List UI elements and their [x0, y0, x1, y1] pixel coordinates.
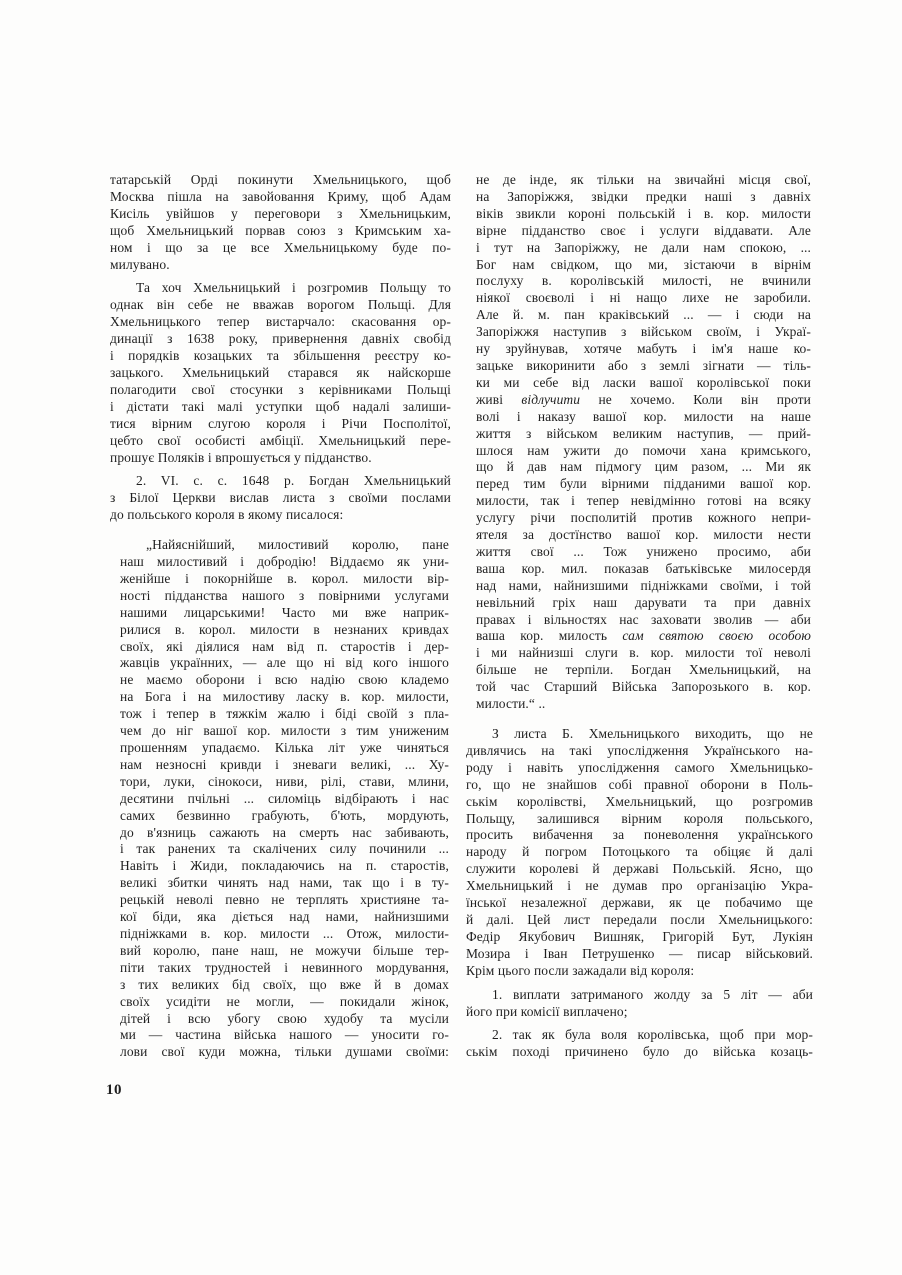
text-segment: ми — частина війська нашого — уносити го- [120, 1027, 449, 1043]
text-segment: з Білої Церкви вислав листа з своїми послами [110, 490, 451, 506]
text-line [110, 433, 451, 450]
text-line [120, 757, 449, 774]
text-segment: женійше і покорнійше в. корол. милости вір- [120, 570, 449, 586]
text-line [476, 257, 811, 274]
text-segment: динації з 1638 року, привернення давніх свобід [110, 331, 451, 347]
text-line [476, 595, 811, 612]
page-number: 10 [106, 1082, 122, 1098]
text-segment: Москва пішла на завойовання Криму, щоб Адам [110, 188, 451, 204]
text-line [120, 841, 449, 858]
letter-quote-block [476, 172, 811, 713]
text-segment: ськім поході причинено було до війська козаць- [466, 1044, 813, 1060]
text-line [120, 639, 449, 656]
text-line [110, 416, 451, 433]
text-segment: підніжками в. кор. милости ... Отож, милости- [120, 925, 449, 941]
text-segment: милувано. [110, 256, 170, 272]
text-segment: тися вірним слугою короля і Річи Посполітої, [110, 415, 451, 431]
text-line [110, 172, 451, 189]
text-line [120, 892, 449, 909]
text-line [120, 655, 449, 672]
text-line [110, 450, 451, 467]
text-line [476, 527, 811, 544]
text-line [476, 696, 811, 713]
text-line [120, 537, 449, 554]
text-segment: просить вибачення за поневолення українського [466, 827, 813, 843]
text-segment: своїх усидіти не могли, — покидали жінок, [120, 993, 449, 1009]
text-segment: його при комісії виплачено; [466, 1003, 628, 1019]
text-line [476, 459, 811, 476]
text-segment: не де інде, як тільки на звичайні місця свої, [476, 172, 811, 187]
text-line [120, 943, 449, 960]
text-segment: піти таких трудностей і невинного мордування, [120, 959, 449, 975]
text-line [120, 605, 449, 622]
text-segment: і дістати такі малі уступки щоб надалі залиши- [110, 398, 451, 414]
text-line [476, 645, 811, 662]
text-line [476, 679, 811, 696]
text-segment: ваша кор. мил. показав батьківське милосердя [476, 560, 811, 576]
text-segment: над нами, найнизшими підніжками своїми, і той [476, 577, 811, 593]
text-segment: ваша кор. милость [476, 628, 623, 644]
text-segment: Хмельницького тепер вистарчало: скасовання ор- [110, 314, 451, 330]
text-segment: й далі. Цей лист передали посли Хмельницького: [466, 911, 813, 927]
italic-text: відлучити [521, 391, 581, 407]
text-segment: до польського короля в якому писалося: [110, 507, 344, 523]
text-line [110, 382, 451, 399]
text-line [476, 510, 811, 527]
text-segment: Мозира і Іван Петрушенко — писар військовий. [466, 945, 813, 961]
text-segment: більше не терпіли. Богдан Хмельницький, на [476, 662, 811, 678]
text-line [476, 375, 811, 392]
text-line [466, 878, 813, 895]
italic-text: сам святою своєю особою [622, 628, 812, 644]
text-line [120, 672, 449, 689]
text-segment: 1. виплати затриманого жолду за 5 літ — аби [492, 986, 813, 1002]
text-line [476, 206, 811, 223]
paragraph [110, 280, 451, 466]
text-line [110, 331, 451, 348]
text-segment: ном і що за це все Хмельницькому буде по- [110, 239, 451, 255]
text-segment: Польщу, залишився вірним короля польського, [466, 810, 813, 826]
text-segment: нашими лицарськими! Часто ми вже наприк- [120, 604, 449, 620]
paragraph [466, 1027, 813, 1061]
text-line [120, 1044, 449, 1061]
text-line [110, 348, 451, 365]
text-segment: рецькій неволі певно не терплять християне та- [120, 892, 449, 908]
text-segment: милости.“ .. [476, 696, 546, 712]
paragraph [110, 172, 451, 273]
text-line [476, 341, 811, 358]
text-line [110, 297, 451, 314]
text-segment: волі і наказу вашої кор. милости на наше [476, 408, 811, 424]
text-segment: „Найяснійший, милостивий королю, пане [146, 537, 449, 553]
text-segment: щоб Хмельницький порвав союз з Кримським ха- [110, 222, 451, 238]
text-segment: З листа Б. Хмельницького виходить, що не [492, 726, 813, 741]
text-segment: шлося нам ужити до помочи хана кримського, [476, 442, 811, 458]
text-segment: рилися в. корол. милости в незнаних кривдах [120, 621, 449, 637]
text-segment: і так ранених та скалічених силу починили ... [120, 841, 449, 857]
text-line [466, 760, 813, 777]
text-line [110, 490, 451, 507]
text-segment: ності підданства нашого з повірними услугами [120, 587, 449, 603]
text-line [120, 1027, 449, 1044]
text-segment: правах і вільностях нас заховати зволив — аби [476, 611, 811, 627]
text-segment: жавців українних, — але що ні від кого іншого [120, 655, 449, 671]
text-segment: десятини пчільні ... силоміць відбірають і нас [120, 790, 449, 806]
text-segment: самих безвинно грабують, б'ють, мордують, [120, 807, 449, 823]
text-segment: роду і навіть упослідження самого Хмельницько- [466, 759, 813, 775]
text-segment: служити королеві й державі Польській. Ясно, що [466, 861, 813, 877]
text-segment: Хмельницький і не думав про організацію Укра- [466, 878, 813, 894]
column-left [110, 172, 451, 1061]
text-line [110, 507, 451, 524]
text-line [120, 706, 449, 723]
text-segment: живі [476, 391, 522, 407]
text-segment: Навіть і Жиди, покладаючись на п. старостів, [120, 858, 449, 874]
text-line [110, 223, 451, 240]
text-line [110, 257, 451, 274]
text-segment: Та хоч Хмельницький і розгромив Польщу то [136, 280, 451, 296]
text-line [466, 827, 813, 844]
text-line [466, 743, 813, 760]
text-line [120, 774, 449, 791]
text-segment: полагодити свої стосунки з керівниками Польщі [110, 381, 451, 397]
text-line [110, 206, 451, 223]
text-segment: ятеля за достїнство вашої кор. милости нести [476, 527, 811, 543]
text-segment: ки ми себе від ласки вашої королівської поки [476, 374, 811, 390]
text-segment: Федір Якубович Вишняк, Григорій Бут, Лукіян [466, 928, 813, 944]
text-line [120, 977, 449, 994]
text-line [476, 240, 811, 257]
text-line [466, 912, 813, 929]
paragraph [466, 987, 813, 1021]
text-segment: що й дав нам підмогу цим разом, ... Ми як [476, 459, 811, 475]
text-line [120, 1011, 449, 1028]
text-segment: Крім цього посли зажадали від короля: [466, 962, 695, 978]
text-line [110, 314, 451, 331]
text-segment: їнської незалежної держави, як це побачимо ще [466, 895, 813, 911]
text-segment: кої біди, яка діється над нами, найнизшими [120, 909, 449, 925]
text-segment: вірне підданство своє і услуги віддавати. Але [476, 222, 811, 238]
text-segment: услугу річи посполитій против кожного непри- [476, 510, 811, 526]
text-segment: цебто свої особисті амбіції. Хмельницький пере- [110, 432, 451, 448]
text-line [110, 365, 451, 382]
text-segment: вий королю, пане наш, не можучи більше тер- [120, 942, 449, 958]
text-line [476, 273, 811, 290]
text-line [466, 963, 813, 980]
text-line [476, 476, 811, 493]
text-segment: Кисіль увійшов у переговори з Хмельницьким, [110, 205, 451, 221]
text-line [120, 825, 449, 842]
text-line [476, 612, 811, 629]
text-line [476, 426, 811, 443]
text-line [476, 443, 811, 460]
text-line [476, 172, 811, 189]
text-segment: до в'язниць сажають на смерть нас забивають, [120, 824, 449, 840]
text-segment: і порядків козацьких та збільшення реєстру ко- [110, 348, 451, 364]
text-line [466, 726, 813, 743]
text-segment: не хочемо. Коли він проти [580, 391, 811, 407]
text-segment: життя свої ... Тож унижено просимо, аби [476, 543, 811, 559]
text-segment: послуху в. королівській милості, не вчинили [476, 273, 811, 289]
text-line [476, 223, 811, 240]
text-segment: віків звикли короні польській і в. кор. милости [476, 205, 811, 221]
text-line [476, 358, 811, 375]
text-segment: ськім королівстві, Хмельницький, що розгромив [466, 793, 813, 809]
text-segment: милости, так і тепер невідмінно готові на всяку [476, 493, 811, 509]
letter-quote-block [120, 537, 449, 1061]
text-line [466, 777, 813, 794]
text-line [476, 662, 811, 679]
text-line [466, 861, 813, 878]
text-line [466, 895, 813, 912]
text-line [476, 307, 811, 324]
text-line [466, 1027, 813, 1044]
column-right [466, 172, 813, 1061]
text-line [476, 561, 811, 578]
text-line [466, 811, 813, 828]
text-line [120, 689, 449, 706]
text-line [110, 399, 451, 416]
text-line [476, 290, 811, 307]
text-line [476, 578, 811, 595]
text-line [120, 875, 449, 892]
text-segment: великі збитки чинять над нами, так що і в ту- [120, 875, 449, 891]
text-line [120, 960, 449, 977]
text-segment: дітей і всю убогу свою худобу та мусіли [120, 1010, 449, 1026]
text-line [120, 723, 449, 740]
text-line [120, 808, 449, 825]
text-line [120, 909, 449, 926]
text-content [110, 172, 813, 1061]
text-segment: нам незносні кривди і зневаги великі, ... Ху- [120, 756, 449, 772]
text-line [120, 858, 449, 875]
text-line [110, 240, 451, 257]
text-segment: і тут на Запоріжжу, не дали нам спокою, ... [476, 239, 811, 255]
text-segment: наш милостивий і добродію! Віддаємо як уни- [120, 554, 449, 570]
text-segment: ніякої своєволі і ні нащо лихе не заробили. [476, 290, 811, 306]
text-segment: невільний гріх наш дарувати та при давніх [476, 594, 811, 610]
text-line [120, 622, 449, 639]
text-line [476, 392, 811, 409]
text-segment: тож і тепер в тяжкім жалю і біді своїй з пла- [120, 706, 449, 722]
text-line [476, 628, 811, 645]
paragraph [466, 726, 813, 980]
text-line [120, 994, 449, 1011]
text-segment: на Бога і на милостиву ласку в. кор. милости, [120, 689, 449, 705]
text-segment: однак він себе не вважав ворогом Польщі. Для [110, 297, 451, 313]
text-line [466, 1004, 813, 1021]
text-line [110, 280, 451, 297]
text-segment: народу й погром Потоцького та обіцяє й далі [466, 844, 813, 860]
text-segment: життя з військом великим наступив, — прий- [476, 425, 811, 441]
text-line [120, 740, 449, 757]
text-segment: 2. VI. с. с. 1648 р. Богдан Хмельницький [136, 473, 451, 489]
text-line [476, 544, 811, 561]
text-segment: татарській Орді покинути Хмельницького, щоб [110, 172, 451, 187]
text-line [476, 493, 811, 510]
text-line [476, 189, 811, 206]
text-line [120, 588, 449, 605]
text-segment: тори, луки, сінокоси, ниви, рілі, стави, млини, [120, 773, 449, 789]
text-segment: зацького. Хмельницький старався як найскорше [110, 364, 451, 380]
text-line [466, 844, 813, 861]
text-segment: своїх, які діялися нам від п. старостів і дер- [120, 638, 449, 654]
text-segment: дивлячись на такі упослідження Українського на- [466, 742, 813, 758]
text-line [110, 473, 451, 490]
text-line [466, 929, 813, 946]
text-segment: Запоріжжя наступив з військом своїм, і Украї- [476, 324, 811, 340]
text-line [466, 946, 813, 963]
text-segment: лови свої куди можна, тільки душами своїми: [120, 1044, 449, 1060]
text-segment: перед тим були вірними підданими вашої кор. [476, 476, 811, 492]
text-segment: прошенням упадаємо. Кілька літ уже чиняться [120, 740, 449, 755]
text-segment: на Запоріжжя, звідки предки наші з давніх [476, 188, 811, 204]
text-line [476, 409, 811, 426]
text-line [466, 1044, 813, 1061]
text-segment: прошує Поляків і впрошується у підданство. [110, 449, 372, 465]
text-segment: і ми найнизші слуги в. кор. милости тої неволі [476, 645, 811, 661]
text-line [120, 571, 449, 588]
text-segment: Бог нам свідком, що ми, зістаючи в вірнім [476, 256, 811, 272]
text-line [466, 987, 813, 1004]
text-line [466, 794, 813, 811]
text-segment: з тих великих бід своїх, що вже й в домах [120, 976, 449, 992]
text-segment: го, що не знайшов собі правної оборони в Поль- [466, 776, 813, 792]
text-segment: ну зруйнував, хотяче мабуть і ім'я наше ко- [476, 341, 811, 357]
text-line [120, 791, 449, 808]
text-line [120, 554, 449, 571]
text-segment: чем до ніг вашої кор. милости з тим униженим [120, 723, 449, 739]
text-line [476, 324, 811, 341]
text-segment: Але й. м. пан краківський ... — і сюди на [476, 307, 811, 323]
text-line [120, 926, 449, 943]
text-line [110, 189, 451, 206]
paragraph [110, 473, 451, 524]
text-segment: той час Старший Війська Запорозького в. кор. [476, 679, 811, 695]
text-segment: зацьке викоринити або з землі зігнати — тіль- [476, 357, 811, 373]
text-segment: не маємо оборони і всю надію свою кладемо [120, 672, 449, 688]
text-segment: 2. так як була воля королівська, щоб при мор- [492, 1027, 813, 1043]
